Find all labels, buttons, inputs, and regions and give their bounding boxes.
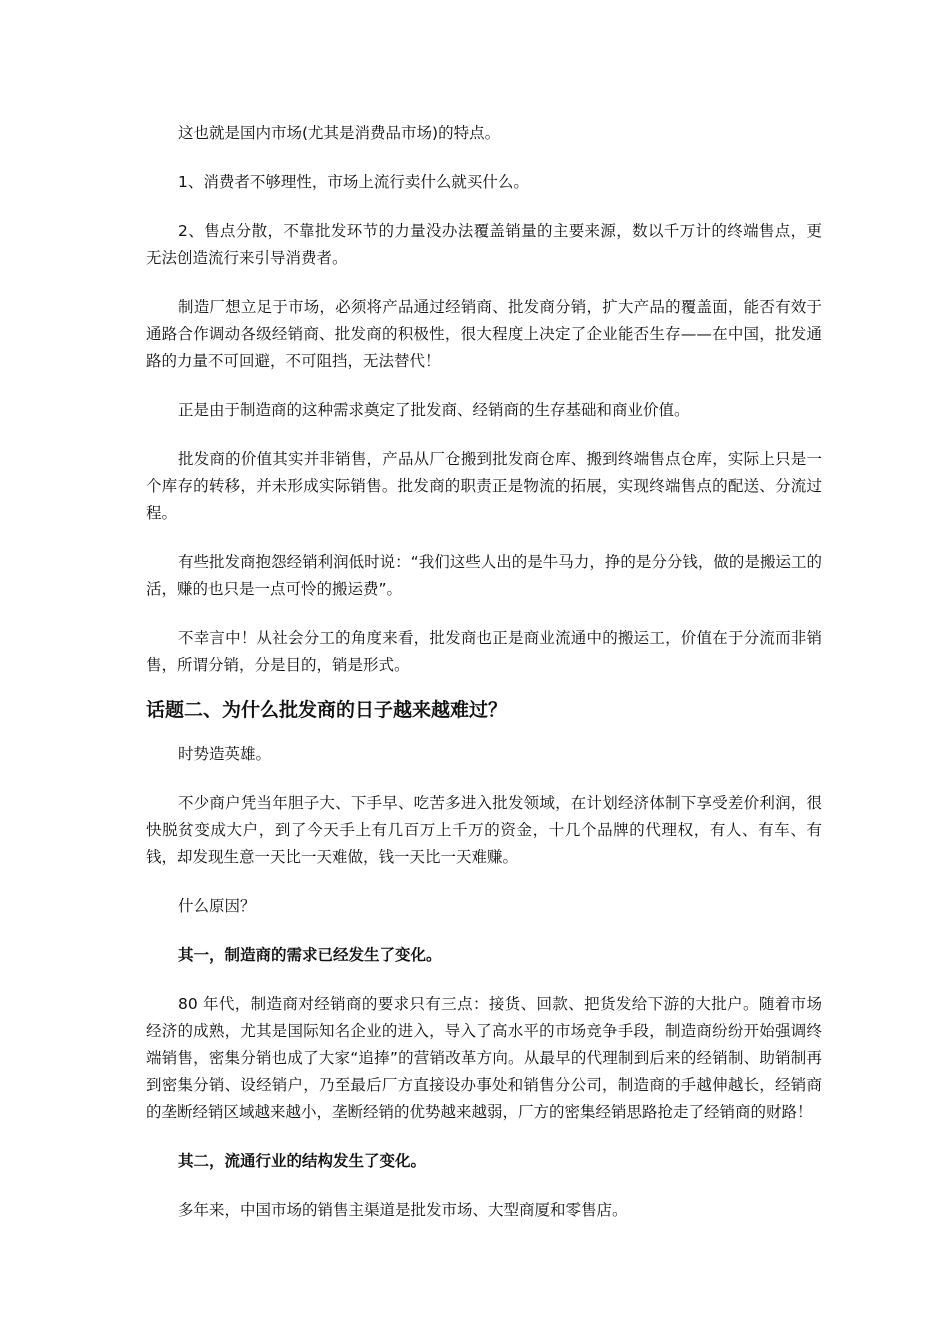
paragraph-point-1: 1、消费者不够理性，市场上流行卖什么就买什么。 [178,173,529,191]
reason-1-title: 其一，制造商的需求已经发生了变化。 [178,946,442,964]
section-heading: 话题二、为什么批发商的日子越来越难过？ [146,699,508,721]
reason-1-text: 80 年代，制造商对经销商的要求只有三点：接货、回款、把货发给下游的大批户。随着市场经济的成熟，尤其是国际知名企业的进入，导入了高水平的市场竞争手段，制造商纷纷开始强调终端销售，密集分销也成了大家“追捧”的营销改革方向。从最早的代理制到后来的经销制、助销制再到密集分销、设经销户，乃至最后厂方直接设办事处和销售分公司，制造商的手越伸越长，经销商的垄断经销区域越来越小，垄断经销的优势越来越弱，厂方的密集经销思路抢走了经销商的财路！ [146,995,822,1121]
paragraph-point-2: 2、售点分散，不靠批发环节的力量没办法覆盖销量的主要来源，数以千万计的终端售点，更无法创造流行来引导消费者。 [146,222,822,267]
paragraph-question: 什么原因？ [178,897,256,915]
paragraph-merchants: 不少商户凭当年胆子大、下手早、吃苦多进入批发领域，在计划经济体制下享受差价利润，很快脱贫变成大户，到了今天手上有几百万上千万的资金，十几个品牌的代理权，有人、有车、有钱，却发现生意一天比一天难做，钱一天比一天难赚。 [146,794,822,866]
paragraph-manufacturer: 制造厂想立足于市场，必须将产品通过经销商、批发商分销，扩大产品的覆盖面，能否有效于通路合作调动各级经销商、批发商的积极性，很大程度上决定了企业能否生存——在中国，批发通路的力量不可回避，不可阻挡，无法替代！ [146,298,822,370]
paragraph-times: 时势造英雄。 [178,745,272,763]
document-body [146,120,822,1246]
paragraph-complaint: 有些批发商抱怨经销利润低时说：“我们这些人出的是牛马力，挣的是分分钱，做的是搬运工的活，赚的也只是一点可怜的搬运费”。 [146,553,822,598]
paragraph-demand-basis: 正是由于制造商的这种需求奠定了批发商、经销商的生存基础和商业价值。 [178,401,690,419]
paragraph-market-features: 这也就是国内市场(尤其是消费品市场)的特点。 [178,124,501,142]
paragraph-wholesaler-value: 批发商的价值其实并非销售，产品从厂仓搬到批发商仓库、搬到终端售点仓库，实际上只是一个库存的转移，并未形成实际销售。批发商的职责正是物流的拓展，实现终端售点的配送、分流过程。 [146,450,822,522]
reason-2-text: 多年来，中国市场的销售主渠道是批发市场、大型商厦和零售店。 [178,1201,628,1219]
reason-2-title: 其二，流通行业的结构发生了变化。 [178,1152,427,1170]
paragraph-distribution: 不幸言中！从社会分工的角度来看，批发商也正是商业流通中的搬运工，价值在于分流而非销售，所谓分销，分是目的，销是形式。 [146,629,822,674]
